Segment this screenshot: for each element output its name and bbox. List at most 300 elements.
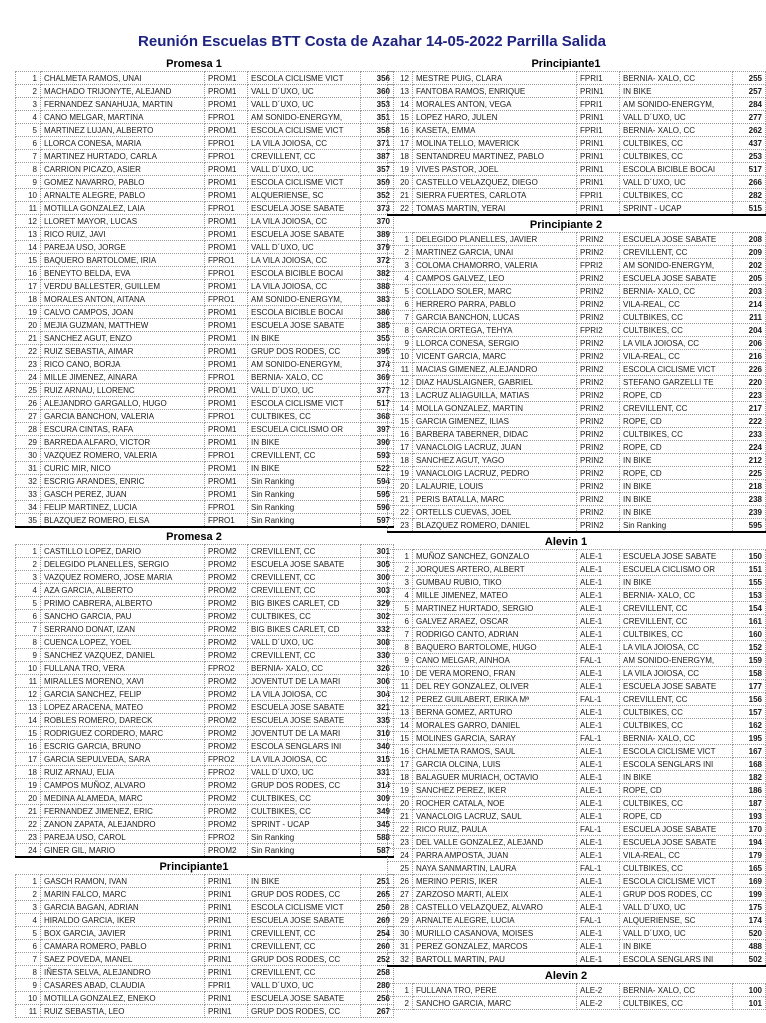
rider-row xyxy=(388,441,766,454)
cell-category-code: FPRO1 xyxy=(205,254,248,267)
cell-club: VILA-REAL, CC xyxy=(620,298,733,311)
cell-category-code: PROM2 xyxy=(205,714,248,727)
rider-row xyxy=(388,272,766,285)
section-alevin-1 xyxy=(387,536,762,967)
cell-position: 2 xyxy=(388,246,413,259)
cell-club: Sin Ranking xyxy=(248,514,361,528)
cell-club: SPRINT - UCAP xyxy=(620,202,733,216)
cell-dorsal-number: 359 xyxy=(361,176,394,189)
cell-club: ESCOLA CICLISME VICT xyxy=(248,397,361,410)
cell-rider-name: BAQUERO BARTOLOME, HUGO xyxy=(413,641,577,654)
cell-dorsal-number: 355 xyxy=(361,332,394,345)
cell-club: IN BIKE xyxy=(620,493,733,506)
cell-dorsal-number: 170 xyxy=(733,823,766,836)
cell-dorsal-number: 383 xyxy=(361,293,394,306)
cell-dorsal-number: 199 xyxy=(733,888,766,901)
cell-rider-name: GASCH RAMON, IVAN xyxy=(41,875,205,888)
cell-dorsal-number: 193 xyxy=(733,810,766,823)
cell-club: CREVILLENT, CC xyxy=(248,584,361,597)
cell-rider-name: FULLANA TRO, PERE xyxy=(413,984,577,997)
cell-category-code: ALE-1 xyxy=(577,784,620,797)
cell-rider-name: ROBLES ROMERO, DARECK xyxy=(41,714,205,727)
cell-position: 8 xyxy=(388,324,413,337)
rider-row xyxy=(388,680,766,693)
cell-rider-name: SANCHEZ AGUT, ENZO xyxy=(41,332,205,345)
cell-position: 27 xyxy=(388,888,413,901)
cell-dorsal-number: 217 xyxy=(733,402,766,415)
cell-position: 30 xyxy=(16,449,41,462)
rider-row xyxy=(388,402,766,415)
cell-rider-name: PAREJA USO, CAROL xyxy=(41,831,205,844)
cell-position: 15 xyxy=(388,111,413,124)
cell-club: ESCOLA CICLISME VICT xyxy=(248,124,361,137)
cell-category-code: ALE-1 xyxy=(577,641,620,654)
rider-row xyxy=(16,914,394,927)
cell-category-code: PRIN2 xyxy=(577,428,620,441)
cell-position: 8 xyxy=(16,636,41,649)
rider-row xyxy=(388,706,766,719)
rider-row xyxy=(16,779,394,792)
cell-club: ESCUELA JOSE SABATE xyxy=(248,714,361,727)
cell-category-code: PROM2 xyxy=(205,558,248,571)
cell-category-code: FPRO1 xyxy=(205,449,248,462)
cell-dorsal-number: 595 xyxy=(361,488,394,501)
section-principiante1 xyxy=(15,861,390,1018)
rider-row xyxy=(16,293,394,306)
cell-dorsal-number: 330 xyxy=(361,649,394,662)
cell-category-code: PRIN2 xyxy=(577,389,620,402)
cell-position: 17 xyxy=(388,441,413,454)
cell-rider-name: COLLADO SOLER, MARC xyxy=(413,285,577,298)
rider-row xyxy=(16,571,394,584)
rider-row xyxy=(16,267,394,280)
rider-row xyxy=(16,410,394,423)
rider-row xyxy=(388,810,766,823)
cell-rider-name: BAQUERO BARTOLOME, IRIA xyxy=(41,254,205,267)
cell-club: VALL D´UXO, UC xyxy=(248,979,361,992)
cell-position: 23 xyxy=(388,836,413,849)
cell-club: BERNIA- XALO, CC xyxy=(620,589,733,602)
cell-dorsal-number: 211 xyxy=(733,311,766,324)
cell-club: CREVILLENT, CC xyxy=(620,602,733,615)
rider-row xyxy=(388,298,766,311)
cell-category-code: PRIN2 xyxy=(577,506,620,519)
cell-rider-name: SANCHEZ VAZQUEZ, DANIEL xyxy=(41,649,205,662)
cell-rider-name: MARTINEZ GARCIA, UNAI xyxy=(413,246,577,259)
cell-club: VALL D´UXO, UC xyxy=(248,85,361,98)
rider-row xyxy=(388,784,766,797)
cell-dorsal-number: 358 xyxy=(361,124,394,137)
rider-row xyxy=(16,85,394,98)
cell-category-code: FPRO1 xyxy=(205,267,248,280)
cell-category-code: PROM2 xyxy=(205,740,248,753)
cell-rider-name: ESCURA CINTAS, RAFA xyxy=(41,423,205,436)
cell-position: 22 xyxy=(388,506,413,519)
rider-row xyxy=(388,997,766,1010)
rider-row xyxy=(16,1005,394,1018)
cell-rider-name: GALVEZ ARAEZ, OSCAR xyxy=(413,615,577,628)
cell-position: 17 xyxy=(16,280,41,293)
cell-dorsal-number: 277 xyxy=(733,111,766,124)
cell-dorsal-number: 167 xyxy=(733,745,766,758)
cell-club: ESCUELA JOSE SABATE xyxy=(620,272,733,285)
right-column xyxy=(387,56,762,1013)
rider-row xyxy=(388,836,766,849)
rider-row xyxy=(16,319,394,332)
cell-position: 17 xyxy=(16,753,41,766)
rider-row xyxy=(388,124,766,137)
cell-category-code: PROM2 xyxy=(205,649,248,662)
cell-club: VALL D´UXO, UC xyxy=(620,176,733,189)
cell-category-code: PRIN1 xyxy=(577,137,620,150)
cell-dorsal-number: 597 xyxy=(361,514,394,528)
cell-position: 16 xyxy=(388,124,413,137)
cell-rider-name: DE VERA MORENO, FRAN xyxy=(413,667,577,680)
cell-rider-name: RODRIGUEZ CORDERO, MARC xyxy=(41,727,205,740)
cell-position: 7 xyxy=(16,150,41,163)
cell-club: ROPE, CD xyxy=(620,441,733,454)
cell-position: 7 xyxy=(388,628,413,641)
cell-dorsal-number: 345 xyxy=(361,818,394,831)
cell-club: ESCUELA JOSE SABATE xyxy=(620,823,733,836)
cell-position: 11 xyxy=(16,675,41,688)
cell-position: 15 xyxy=(16,727,41,740)
cell-club: ESCOLA SENGLARS INI xyxy=(620,758,733,771)
cell-category-code: PROM1 xyxy=(205,332,248,345)
rider-row xyxy=(16,584,394,597)
cell-club: IN BIKE xyxy=(620,576,733,589)
cell-category-code: PROM2 xyxy=(205,623,248,636)
cell-category-code: PRIN2 xyxy=(577,233,620,246)
rider-row xyxy=(388,519,766,533)
cell-category-code: PRIN2 xyxy=(577,454,620,467)
cell-club: ESCUELA JOSE SABATE xyxy=(248,558,361,571)
cell-position: 11 xyxy=(388,680,413,693)
cell-position: 8 xyxy=(16,966,41,979)
cell-position: 2 xyxy=(388,997,413,1010)
cell-position: 6 xyxy=(388,298,413,311)
cell-dorsal-number: 260 xyxy=(361,940,394,953)
cell-category-code: FPRO1 xyxy=(205,202,248,215)
cell-club: VALL D´UXO, UC xyxy=(620,901,733,914)
rider-row xyxy=(388,324,766,337)
cell-club: CULTBIKES, CC xyxy=(248,610,361,623)
rider-row xyxy=(16,150,394,163)
cell-rider-name: MOLINA TELLO, MAVERICK xyxy=(413,137,577,150)
cell-club: Sin Ranking xyxy=(248,501,361,514)
cell-club: CULTBIKES, CC xyxy=(248,792,361,805)
cell-dorsal-number: 303 xyxy=(361,584,394,597)
cell-dorsal-number: 331 xyxy=(361,766,394,779)
cell-position: 8 xyxy=(16,163,41,176)
cell-rider-name: SERRANO DONAT, IZAN xyxy=(41,623,205,636)
cell-position: 10 xyxy=(388,350,413,363)
cell-rider-name: SANCHO GARCIA, MARC xyxy=(413,997,577,1010)
cell-rider-name: PARRA AMPOSTA, JUAN xyxy=(413,849,577,862)
cell-position: 6 xyxy=(16,610,41,623)
cell-position: 31 xyxy=(16,462,41,475)
rider-row xyxy=(388,337,766,350)
cell-dorsal-number: 155 xyxy=(733,576,766,589)
cell-dorsal-number: 310 xyxy=(361,727,394,740)
riders-table xyxy=(387,983,766,1010)
cell-position: 18 xyxy=(16,293,41,306)
cell-dorsal-number: 265 xyxy=(361,888,394,901)
rider-row xyxy=(16,462,394,475)
rider-row xyxy=(16,449,394,462)
cell-category-code: PRIN2 xyxy=(577,493,620,506)
cell-category-code: FPRO2 xyxy=(205,831,248,844)
cell-category-code: PRIN1 xyxy=(205,901,248,914)
cell-club: CULTBIKES, CC xyxy=(620,324,733,337)
rider-row xyxy=(388,888,766,901)
cell-position: 6 xyxy=(16,137,41,150)
cell-rider-name: MIRALLES MORENO, XAVI xyxy=(41,675,205,688)
cell-rider-name: CAMARA ROMERO, PABLO xyxy=(41,940,205,953)
rider-row xyxy=(388,849,766,862)
cell-category-code: ALE-1 xyxy=(577,589,620,602)
cell-club: AM SONIDO-ENERGYM, xyxy=(248,293,361,306)
cell-rider-name: CURIC MIR, NICO xyxy=(41,462,205,475)
rider-row xyxy=(16,545,394,558)
rider-row xyxy=(388,693,766,706)
cell-position: 19 xyxy=(388,467,413,480)
rider-row xyxy=(388,454,766,467)
cell-rider-name: CARRION PICAZO, ASIER xyxy=(41,163,205,176)
cell-position: 33 xyxy=(16,488,41,501)
cell-club: CULTBIKES, CC xyxy=(620,150,733,163)
cell-category-code: FAL-1 xyxy=(577,732,620,745)
cell-club: VALL D´UXO, UC xyxy=(248,766,361,779)
cell-rider-name: GARCIA BAGAN, ADRIAN xyxy=(41,901,205,914)
cell-category-code: ALE-2 xyxy=(577,997,620,1010)
cell-dorsal-number: 349 xyxy=(361,805,394,818)
cell-club: ESCUELA JOSE SABATE xyxy=(248,202,361,215)
cell-position: 3 xyxy=(388,259,413,272)
cell-position: 4 xyxy=(388,272,413,285)
cell-dorsal-number: 258 xyxy=(361,966,394,979)
cell-category-code: FPRI1 xyxy=(577,189,620,202)
cell-club: ESCOLA CICLISME VICT xyxy=(248,176,361,189)
cell-category-code: FPRO2 xyxy=(205,662,248,675)
cell-rider-name: RUIZ SEBASTIA, AIMAR xyxy=(41,345,205,358)
cell-rider-name: SANCHEZ PEREZ, IKER xyxy=(413,784,577,797)
cell-category-code: PRIN1 xyxy=(205,875,248,888)
cell-dorsal-number: 587 xyxy=(361,844,394,858)
cell-category-code: PRIN1 xyxy=(205,914,248,927)
left-column xyxy=(15,56,390,1021)
cell-rider-name: CHALMETA RAMOS, SAUL xyxy=(413,745,577,758)
cell-dorsal-number: 374 xyxy=(361,358,394,371)
cell-rider-name: MOLLA GONZALEZ, MARTIN xyxy=(413,402,577,415)
cell-category-code: PROM1 xyxy=(205,475,248,488)
cell-club: VILA-REAL, CC xyxy=(620,350,733,363)
cell-category-code: ALE-1 xyxy=(577,927,620,940)
cell-dorsal-number: 257 xyxy=(733,85,766,98)
cell-dorsal-number: 179 xyxy=(733,849,766,862)
cell-category-code: ALE-1 xyxy=(577,602,620,615)
cell-club: GRUP DOS RODES, CC xyxy=(248,953,361,966)
cell-club: LA VILA JOIOSA, CC xyxy=(620,641,733,654)
cell-rider-name: FANTOBA RAMOS, ENRIQUE xyxy=(413,85,577,98)
cell-rider-name: GARCIA OLCINA, LUIS xyxy=(413,758,577,771)
cell-club: CULTBIKES, CC xyxy=(620,628,733,641)
rider-row xyxy=(16,436,394,449)
cell-rider-name: RODRIGO CANTO, ADRIAN xyxy=(413,628,577,641)
cell-position: 6 xyxy=(16,940,41,953)
cell-dorsal-number: 233 xyxy=(733,428,766,441)
cell-position: 2 xyxy=(16,888,41,901)
cell-rider-name: HERRERO PARRA, PABLO xyxy=(413,298,577,311)
cell-rider-name: RICO RUIZ, PAULA xyxy=(413,823,577,836)
cell-category-code: ALE-1 xyxy=(577,745,620,758)
cell-club: Sin Ranking xyxy=(248,844,361,858)
cell-position: 19 xyxy=(388,163,413,176)
cell-category-code: PROM1 xyxy=(205,215,248,228)
cell-rider-name: VANACLOIG LACRUZ, JUAN xyxy=(413,441,577,454)
cell-club: IN BIKE xyxy=(620,771,733,784)
cell-dorsal-number: 214 xyxy=(733,298,766,311)
rider-row xyxy=(16,610,394,623)
rider-row xyxy=(16,875,394,888)
cell-dorsal-number: 216 xyxy=(733,350,766,363)
cell-dorsal-number: 250 xyxy=(361,901,394,914)
cell-category-code: PROM1 xyxy=(205,124,248,137)
cell-category-code: PROM2 xyxy=(205,792,248,805)
cell-rider-name: DIAZ HAUSLAIGNER, GABRIEL xyxy=(413,376,577,389)
cell-rider-name: CASTILLO LOPEZ, DARIO xyxy=(41,545,205,558)
cell-rider-name: ROCHER CATALA, NOE xyxy=(413,797,577,810)
rider-row xyxy=(16,792,394,805)
cell-rider-name: MEDINA ALAMEDA, MARC xyxy=(41,792,205,805)
cell-position: 17 xyxy=(388,758,413,771)
cell-category-code: PROM1 xyxy=(205,306,248,319)
cell-rider-name: SANCHEZ AGUT, YAGO xyxy=(413,454,577,467)
cell-club: BERNIA- XALO, CC xyxy=(620,72,733,85)
cell-position: 13 xyxy=(16,701,41,714)
cell-dorsal-number: 395 xyxy=(361,345,394,358)
cell-club: AM SONIDO-ENERGYM, xyxy=(248,111,361,124)
cell-category-code: PRIN2 xyxy=(577,519,620,533)
cell-position: 16 xyxy=(16,267,41,280)
cell-position: 10 xyxy=(16,992,41,1005)
cell-rider-name: GARCIA ORTEGA, TEHYA xyxy=(413,324,577,337)
cell-rider-name: CASTELLO VELAZQUEZ, DIEGO xyxy=(413,176,577,189)
cell-rider-name: FELIP MARTINEZ, LUCIA xyxy=(41,501,205,514)
cell-position: 25 xyxy=(16,384,41,397)
cell-dorsal-number: 174 xyxy=(733,914,766,927)
cell-club: ESCUELA JOSE SABATE xyxy=(248,228,361,241)
cell-club: IN BIKE xyxy=(620,506,733,519)
cell-club: BERNIA- XALO, CC xyxy=(620,984,733,997)
cell-dorsal-number: 379 xyxy=(361,241,394,254)
cell-position: 7 xyxy=(388,311,413,324)
rider-row xyxy=(16,306,394,319)
rider-row xyxy=(388,641,766,654)
cell-position: 1 xyxy=(388,984,413,997)
cell-rider-name: LLORET MAYOR, LUCAS xyxy=(41,215,205,228)
cell-club: SPRINT - UCAP xyxy=(248,818,361,831)
cell-rider-name: SIERRA FUERTES, CARLOTA xyxy=(413,189,577,202)
cell-rider-name: AZA GARCIA, ALBERTO xyxy=(41,584,205,597)
cell-category-code: PROM1 xyxy=(205,85,248,98)
rider-row xyxy=(16,675,394,688)
cell-category-code: PROM1 xyxy=(205,228,248,241)
rider-row xyxy=(388,350,766,363)
cell-dorsal-number: 195 xyxy=(733,732,766,745)
cell-category-code: PROM2 xyxy=(205,545,248,558)
cell-club: CREVILLENT, CC xyxy=(248,940,361,953)
cell-rider-name: ZANON ZAPATA, ALEJANDRO xyxy=(41,818,205,831)
section-promesa-2 xyxy=(15,531,390,858)
rider-row xyxy=(388,758,766,771)
cell-club: VILA-REAL, CC xyxy=(620,849,733,862)
cell-rider-name: MARTINEZ HURTADO, CARLA xyxy=(41,150,205,163)
cell-category-code: ALE-2 xyxy=(577,984,620,997)
cell-position: 12 xyxy=(16,215,41,228)
cell-position: 13 xyxy=(388,706,413,719)
cell-rider-name: MUÑOZ SANCHEZ, GONZALO xyxy=(413,550,577,563)
cell-club: Sin Ranking xyxy=(248,475,361,488)
cell-position: 19 xyxy=(16,779,41,792)
cell-rider-name: NAYA SANMARTIN, LAURA xyxy=(413,862,577,875)
cell-club: BIG BIKES CARLET, CD xyxy=(248,597,361,610)
cell-category-code: PROM1 xyxy=(205,462,248,475)
cell-rider-name: MERINO PERIS, IKER xyxy=(413,875,577,888)
cell-club: ESCOLA BICIBLE BOCAI xyxy=(248,306,361,319)
cell-dorsal-number: 351 xyxy=(361,111,394,124)
cell-category-code: PROM2 xyxy=(205,779,248,792)
cell-dorsal-number: 595 xyxy=(733,519,766,533)
cell-category-code: FPRO1 xyxy=(205,410,248,423)
rider-row xyxy=(16,397,394,410)
cell-rider-name: MILLE JIMENEZ, MATEO xyxy=(413,589,577,602)
cell-position: 13 xyxy=(388,389,413,402)
cell-dorsal-number: 390 xyxy=(361,436,394,449)
rider-row xyxy=(16,979,394,992)
cell-rider-name: BLAZQUEZ ROMERO, DANIEL xyxy=(413,519,577,533)
cell-club: VALL D´UXO, UC xyxy=(248,98,361,111)
rider-row xyxy=(388,493,766,506)
cell-position: 20 xyxy=(388,480,413,493)
cell-club: ESCUELA JOSE SABATE xyxy=(248,319,361,332)
rider-row xyxy=(388,285,766,298)
cell-category-code: ALE-1 xyxy=(577,836,620,849)
cell-position: 21 xyxy=(388,810,413,823)
cell-dorsal-number: 162 xyxy=(733,719,766,732)
cell-rider-name: ORTELLS CUEVAS, JOEL xyxy=(413,506,577,519)
cell-dorsal-number: 168 xyxy=(733,758,766,771)
cell-club: CREVILLENT, CC xyxy=(248,150,361,163)
cell-rider-name: BARREDA ALFARO, VICTOR xyxy=(41,436,205,449)
cell-position: 24 xyxy=(388,849,413,862)
cell-rider-name: MARTINEZ LUJAN, ALBERTO xyxy=(41,124,205,137)
cell-rider-name: KASETA, EMMA xyxy=(413,124,577,137)
cell-dorsal-number: 156 xyxy=(733,693,766,706)
cell-rider-name: HIRALDO GARCIA, IKER xyxy=(41,914,205,927)
rider-row xyxy=(388,189,766,202)
rider-row xyxy=(388,745,766,758)
cell-rider-name: RICO RUIZ, JAVI xyxy=(41,228,205,241)
cell-dorsal-number: 267 xyxy=(361,1005,394,1018)
cell-position: 23 xyxy=(16,358,41,371)
rider-row xyxy=(16,423,394,436)
cell-category-code: FPRO2 xyxy=(205,766,248,779)
cell-dorsal-number: 437 xyxy=(733,137,766,150)
cell-position: 32 xyxy=(388,953,413,967)
rider-row xyxy=(16,662,394,675)
cell-dorsal-number: 151 xyxy=(733,563,766,576)
